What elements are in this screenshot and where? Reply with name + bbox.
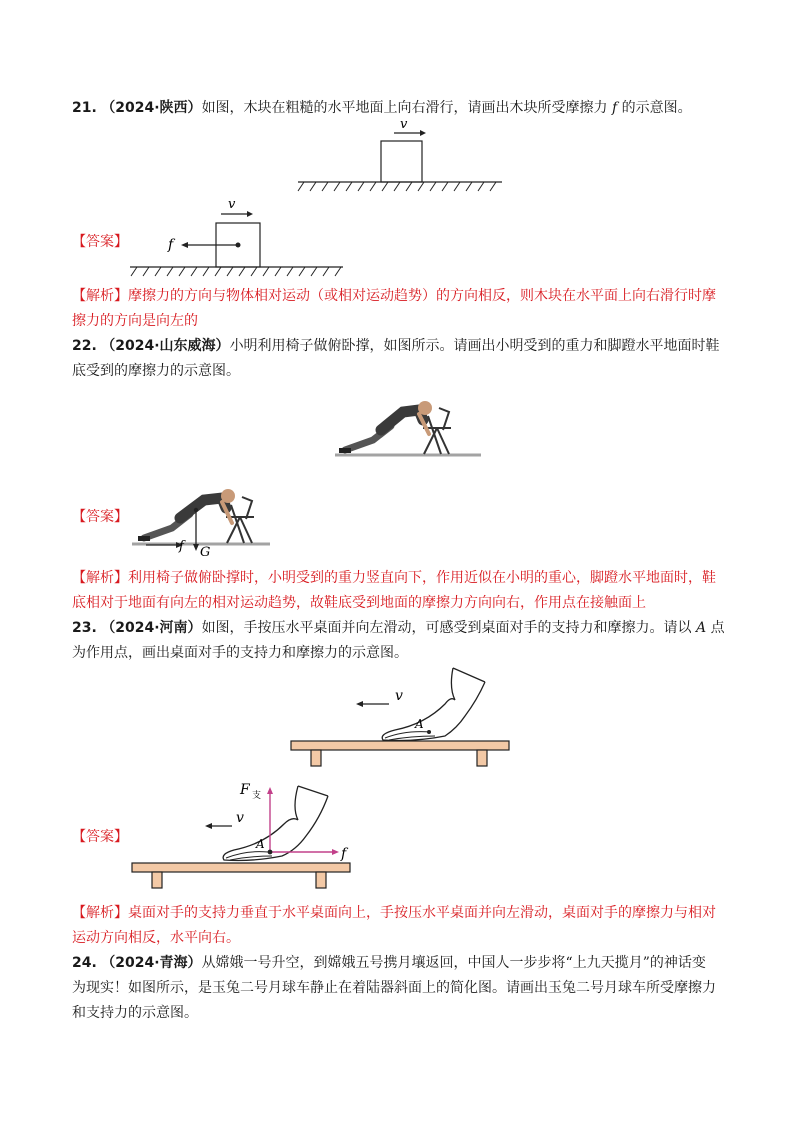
q22-figure	[333, 390, 483, 462]
q22-source: （2024·山东威海）	[101, 338, 230, 354]
q21-number: 21.	[72, 100, 97, 116]
q24-stem-line1	[72, 951, 732, 975]
q22-answer-figure	[130, 468, 275, 560]
q23-ans-v-label: v	[236, 810, 244, 826]
q21-block	[381, 141, 422, 182]
q22-answer-label: 【答案】	[72, 509, 128, 525]
q21-answer-figure	[125, 194, 350, 284]
q21-answer-label: 【答案】	[72, 234, 128, 250]
q23-analysis-line2: 运动方向相反，水平向右。	[72, 930, 240, 946]
q23-number: 23.	[72, 620, 97, 636]
q23-ans-A-point	[268, 850, 273, 855]
q21-text-after: 的示意图。	[617, 100, 692, 116]
q23-source: （2024·河南）	[101, 620, 202, 636]
q23-hand	[382, 668, 485, 741]
q22-text-1: 小明利用椅子做俯卧撑，如图所示。请画出小明受到的重力和脚蹬水平地面时鞋	[229, 338, 720, 354]
q22-number: 22.	[72, 338, 97, 354]
q23-ans-table-leg-right	[316, 872, 326, 888]
q23-answer-figure	[128, 770, 356, 895]
q22-person	[339, 401, 432, 453]
q23-ans-A-label: A	[256, 837, 265, 851]
q23-answer-label: 【答案】	[72, 829, 128, 845]
q23-fig-A-label: A	[415, 717, 424, 731]
q22-analysis-line1: 【解析】利用椅子做俯卧撑时，小明受到的重力竖直向下，作用近似在小明的重心，脚蹬水平地面时，鞋	[72, 570, 716, 586]
q21-var-f: f	[612, 100, 618, 116]
q23-stem-line1	[72, 616, 732, 640]
q23-var-A: A	[696, 620, 707, 636]
q21-ans-f-label: f	[168, 237, 174, 253]
q21-fig-v-label: v	[400, 117, 408, 132]
q21-ans-v-label: v	[228, 197, 236, 212]
q23-figure	[285, 660, 515, 770]
q23-ans-f-label: f	[341, 846, 347, 862]
q24-stem-line3: 和支持力的示意图。	[72, 1005, 198, 1021]
q23-text-1a: 如图，手按压水平桌面并向左滑动，可感受到桌面对手的支持力和摩擦力。请以	[201, 620, 697, 636]
q23-stem-line2: 为作用点，画出桌面对手的支持力和摩擦力的示意图。	[72, 645, 408, 661]
q22-ans-G-label: G	[200, 545, 211, 560]
q24-source: （2024·青海）	[101, 955, 202, 971]
q23-ans-table-leg-left	[152, 872, 162, 888]
q23-table-top	[291, 741, 509, 750]
q22-analysis-line2: 底相对于地面有向左的相对运动趋势，故鞋底受到地面的摩擦力方向向右，作用点在接触面上	[72, 595, 646, 611]
q23-fig-A-point	[427, 730, 431, 734]
q22-stem-line1	[72, 334, 732, 358]
q23-fig-v-label: v	[395, 688, 403, 704]
q22-ans-person	[138, 489, 235, 541]
q21-text-before: 如图，木块在粗糙的水平地面上向右滑行，请画出木块所受摩擦力	[201, 100, 613, 116]
q23-text-1b: 点	[706, 620, 725, 636]
q21-figure	[290, 112, 510, 194]
q23-table-leg-right	[477, 750, 487, 766]
q21-analysis-line2: 擦力的方向是向左的	[72, 313, 198, 329]
q23-table-leg-left	[311, 750, 321, 766]
q24-text-1: 从嫦娥一号升空，到嫦娥五号携月壤返回，中国人一步步将“上九天揽月”的神话变	[201, 955, 706, 971]
q23-analysis-line1: 【解析】桌面对手的支持力垂直于水平桌面向上，手按压水平桌面并向左滑动，桌面对手的摩擦力与相对	[72, 905, 716, 921]
q23-ans-F-label: F	[240, 782, 250, 798]
q23-ans-table-top	[132, 863, 350, 872]
q22-ans-f-label: f	[179, 539, 184, 554]
q23-ans-F-sub: 支	[252, 791, 262, 801]
q21-source: （2024·陕西）	[101, 100, 202, 116]
q24-number: 24.	[72, 955, 97, 971]
q22-stem-line2: 底受到的摩擦力的示意图。	[72, 363, 240, 379]
q24-stem-line2: 为现实！如图所示，是玉兔二号月球车静止在着陆器斜面上的简化图。请画出玉兔二号月球车所受摩擦力	[72, 980, 716, 996]
q21-analysis-line1: 【解析】摩擦力的方向与物体相对运动（或相对运动趋势）的方向相反，则木块在水平面上向右滑行时摩	[72, 288, 716, 304]
